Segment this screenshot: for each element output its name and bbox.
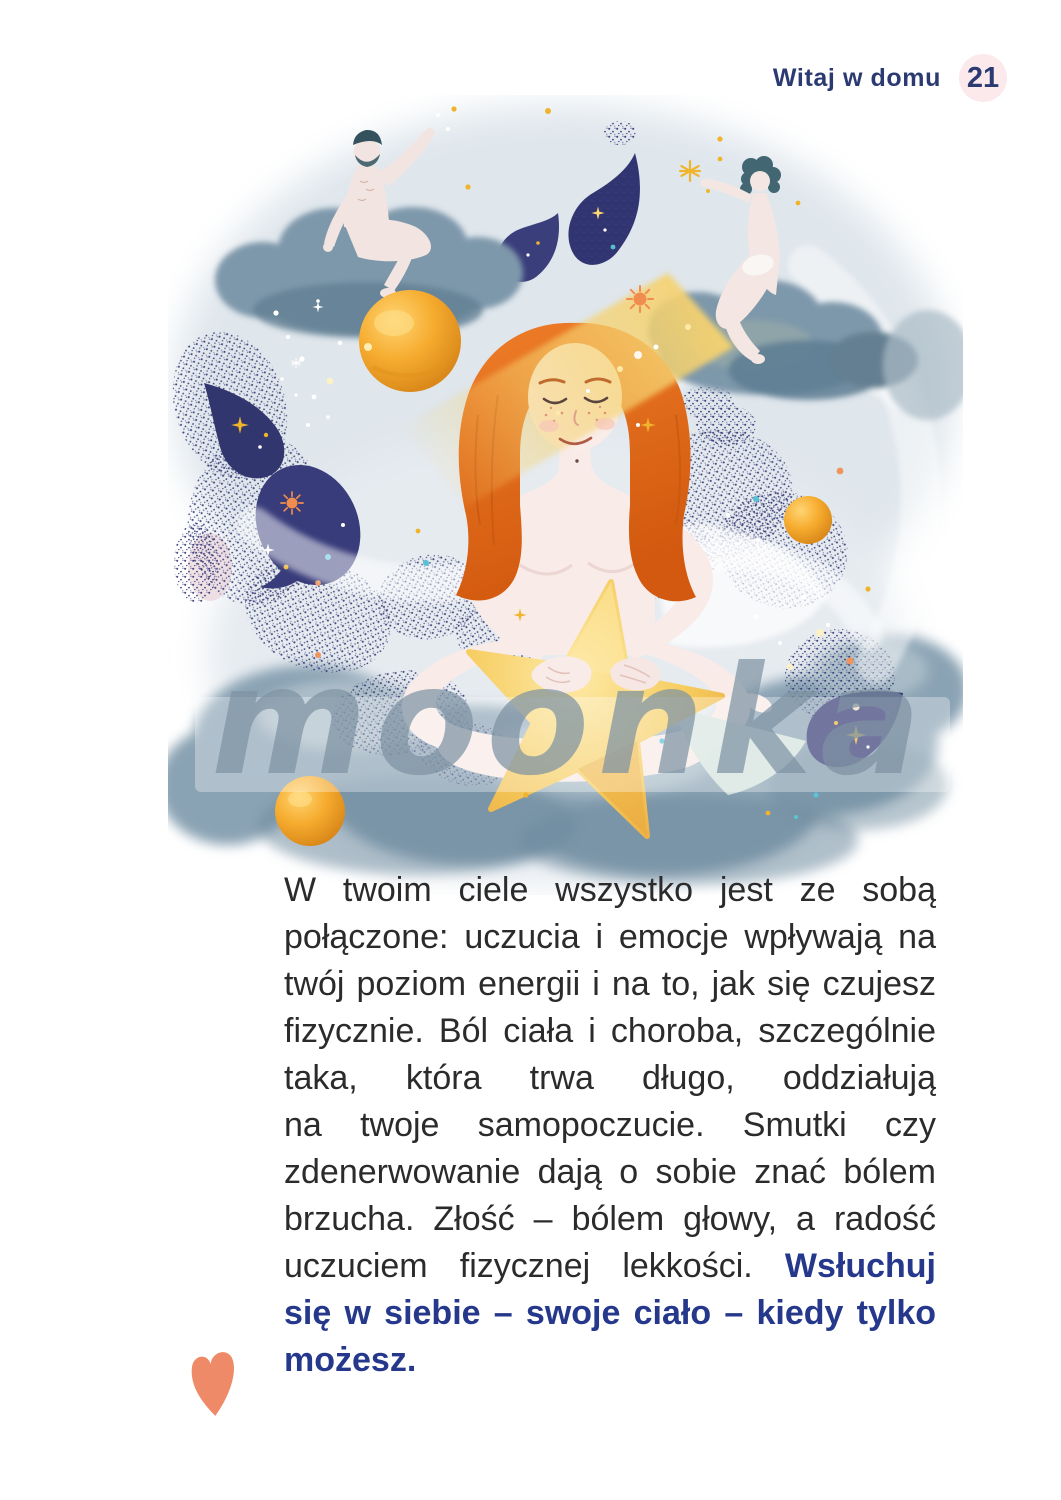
text-line — [284, 1337, 936, 1384]
body-text: brzucha. Złość – bólem głowy, a radość — [284, 1200, 936, 1238]
body-text: W twoim ciele wszystko jest ze sobą — [284, 871, 936, 909]
body-text: taka, która trwa długo, oddziałują — [284, 1059, 936, 1097]
text-line — [284, 1055, 936, 1102]
page-number-badge — [959, 54, 1007, 102]
text-line — [284, 1196, 936, 1243]
text-line — [284, 961, 936, 1008]
body-text: twój poziom energii i na to, jak się czujesz — [284, 965, 936, 1003]
section-title: Witaj w domu — [772, 63, 941, 92]
body-text-emphasis: się w siebie – swoje ciało – kiedy tylko — [284, 1294, 936, 1332]
cosmic-illustration — [168, 95, 963, 895]
body-text: połączone: uczucia i emocje wpływają na — [284, 918, 936, 956]
page-number: 21 — [966, 61, 1000, 94]
body-text-emphasis: możesz. — [284, 1341, 417, 1379]
text-line — [284, 1243, 936, 1290]
body-text: fizycznie. Ból ciała i choroba, szczególnie — [284, 1012, 936, 1050]
body-paragraph — [284, 867, 936, 1384]
body-text: na twoje samopoczucie. Smutki czy — [284, 1106, 936, 1144]
planet-small-right — [784, 496, 832, 544]
watermark — [195, 635, 950, 809]
body-text: zdenerwowanie dają o sobie znać bólem — [284, 1153, 936, 1191]
text-line — [284, 867, 936, 914]
watermark-text: moonka — [210, 635, 930, 809]
text-line — [284, 1290, 936, 1337]
cosmic-illustration-svg — [168, 95, 963, 895]
heart-icon — [186, 1344, 240, 1420]
body-text: uczuciem fizycznej lekkości. — [284, 1247, 785, 1285]
text-line — [284, 1149, 936, 1196]
body-text-emphasis: Wsłuchuj — [784, 1247, 936, 1285]
text-line — [284, 1102, 936, 1149]
planet-large — [359, 290, 461, 392]
text-line — [284, 914, 936, 961]
text-line — [284, 1008, 936, 1055]
